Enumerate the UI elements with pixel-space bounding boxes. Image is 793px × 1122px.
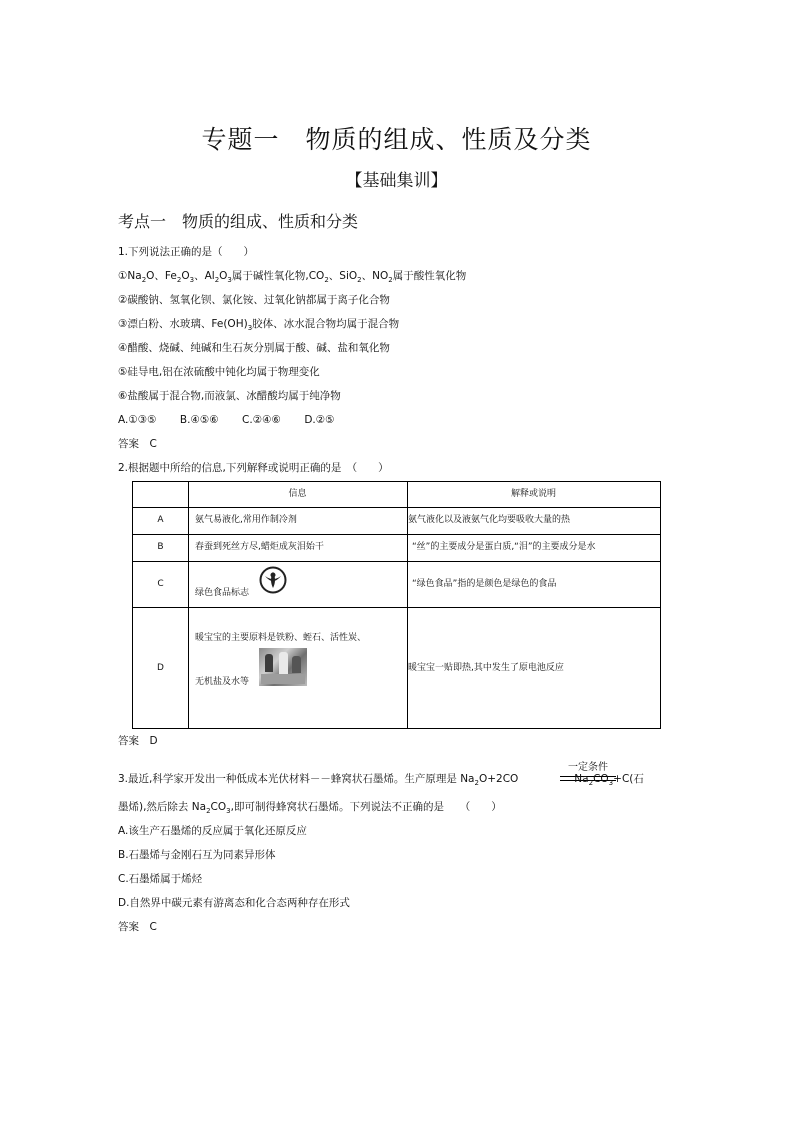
page-subtitle: 【基础集训】	[345, 171, 448, 191]
q3-answer: 答案 C	[118, 921, 157, 933]
row-d-info-line1: 暖宝宝的主要原料是铁粉、蛭石、活性炭、	[195, 633, 367, 643]
q2-answer: 答案 D	[118, 735, 158, 747]
hand-warmer-photo	[259, 648, 307, 686]
row-b-info: 春蚕到死丝方尽,蜡炬成灰泪始干	[195, 542, 324, 552]
q1-statement-1: $①Na_2O$、$Fe_2O_3$、$Al_2O_3$属于碱性氧化物$,CO_2$、SiO$_2$、$NO_2$属于酸性氧化物	[118, 270, 467, 285]
q1-statement-5: ⑤硅导电,铝在浓硫酸中钝化均属于物理变化	[118, 366, 320, 378]
q2-stem: 2.根据题中所给的信息,下列解释或说明正确的是 （ ）	[118, 462, 389, 474]
row-a-info: 氨气易液化,常用作制冷剂	[195, 515, 297, 525]
q1-statement-3: ③漂白粉、水玻璃、$Fe(OH)_3$胶体、冰水混合物均属于混合物	[118, 318, 400, 333]
section-heading: 考点一 物质的组成、性质和分类	[118, 212, 359, 231]
q3-stem-line1: 3.最近,科学家开发出一种低成本光伏材料－－蜂窝状石墨烯。生产原理是 $Na_2O+2CO$ $Na_2CO_3+C$(石	[118, 773, 644, 788]
q1-stem: 1.下列说法正确的是（ ）	[118, 246, 255, 258]
q3-option-b: B.石墨烯与金刚石互为同素异形体	[118, 849, 276, 861]
row-c-label: C	[157, 579, 164, 589]
q1-statement-6: ⑥盐酸属于混合物,而液氯、冰醋酸均属于纯净物	[118, 390, 341, 402]
row-d-info-line2: 无机盐及水等	[195, 677, 250, 687]
q1-option-b: B.④⑤⑥	[179, 414, 219, 426]
q1-answer: 答案 C	[118, 438, 157, 450]
row-d-explain: 暖宝宝一贴即热,其中发生了原电池反应	[408, 663, 564, 673]
row-d-label: D	[157, 663, 164, 673]
q1-option-d: D.②⑤	[304, 414, 335, 426]
green-food-logo-icon	[259, 566, 287, 594]
info-table	[132, 481, 661, 729]
q3-option-d: D.自然界中碳元素有游离态和化合态两种存在形式	[118, 897, 350, 909]
row-b-label: B	[157, 542, 164, 552]
q1-statement-4: ④醋酸、烧碱、纯碱和生石灰分别属于酸、碱、盐和氧化物	[118, 342, 390, 354]
table-header-info: 信息	[288, 489, 307, 499]
q1-option-c: C.②④⑥	[242, 414, 281, 426]
q3-option-c: C.石墨烯属于烯烃	[118, 873, 203, 885]
q1-statement-2: ②碳酸钠、氢氧化钡、氯化铵、过氧化钠都属于离子化合物	[118, 294, 390, 306]
q1-option-a: A.①③⑤	[118, 414, 157, 426]
row-b-explain: “丝”的主要成分是蛋白质,“泪”的主要成分是水	[412, 542, 596, 552]
q1-options	[118, 413, 355, 427]
row-a-explain: 氨气液化以及液氨气化均要吸收大量的热	[408, 515, 571, 525]
page-title: 专题一 物质的组成、性质及分类	[201, 125, 592, 154]
table-header-explain: 解释或说明	[510, 489, 556, 499]
q3-stem-line2: 墨烯),然后除去 $Na_2CO_3$,即可制得蜂窝状石墨烯。下列说法不正确的是 （ ）	[118, 801, 502, 816]
row-a-label: A	[157, 515, 164, 525]
row-c-explain: “绿色食品”指的是颜色是绿色的食品	[412, 579, 557, 589]
q3-option-a: A.该生产石墨烯的反应属于氧化还原反应	[118, 825, 307, 837]
row-c-info: 绿色食品标志	[195, 588, 250, 598]
reaction-condition: 一定条件	[568, 762, 608, 773]
